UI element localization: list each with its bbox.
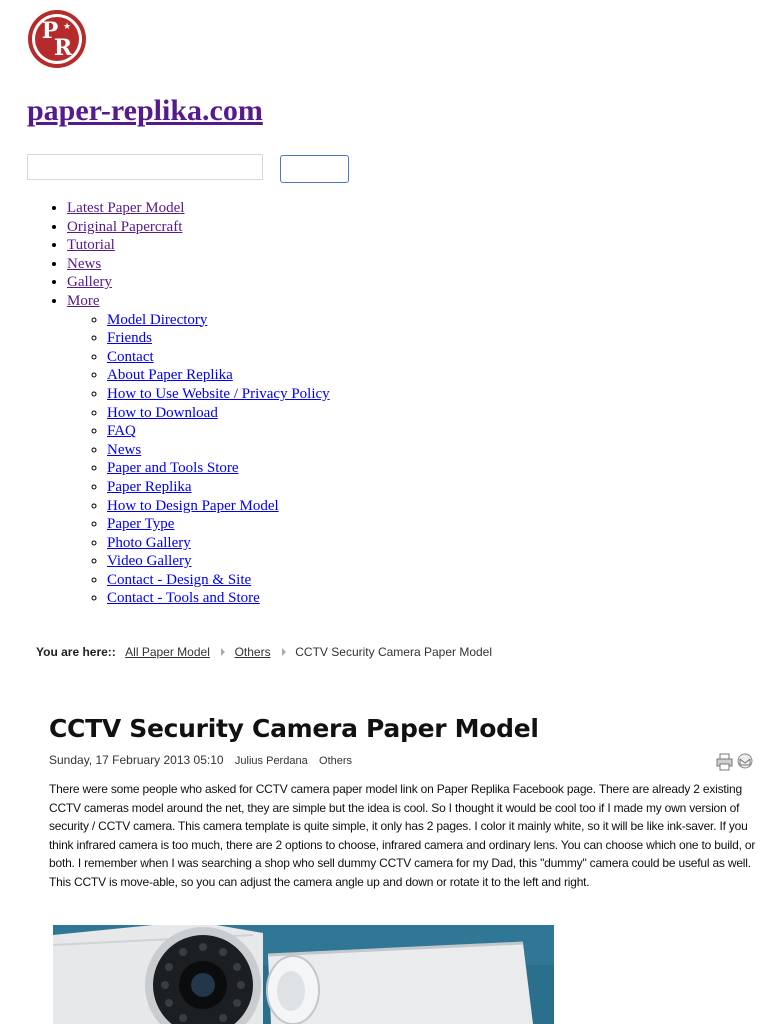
nav-link-more[interactable]: More — [67, 292, 100, 309]
article-date: Sunday, 17 February 2013 05:10 — [49, 753, 224, 767]
email-icon[interactable] — [738, 754, 752, 768]
submenu-link-design-paper-model[interactable]: How to Design Paper Model — [107, 497, 279, 514]
submenu-item — [107, 459, 330, 478]
submenu-link-how-to-download[interactable]: How to Download — [107, 404, 218, 421]
nav-item-news — [67, 255, 330, 274]
article-meta — [49, 753, 352, 767]
logo-letter-p: P — [41, 18, 59, 44]
nav-link-original-papercraft[interactable]: Original Papercraft — [67, 218, 183, 235]
site-title-link[interactable]: paper-replika.com — [27, 94, 263, 127]
nav-item-more — [67, 292, 330, 608]
submenu-item — [107, 552, 330, 571]
more-submenu — [67, 311, 330, 609]
submenu-item — [107, 534, 330, 553]
submenu-link-tools-store[interactable]: Paper and Tools Store — [107, 460, 239, 477]
submenu-link-paper-replika[interactable]: Paper Replika — [107, 478, 192, 495]
nav-item-gallery — [67, 273, 330, 292]
submenu-link-about[interactable]: About Paper Replika — [107, 367, 233, 384]
breadcrumb-link-others[interactable]: Others — [234, 645, 271, 659]
nav-link-gallery[interactable]: Gallery — [67, 274, 112, 291]
nav-item-original-papercraft — [67, 218, 330, 237]
submenu-link-paper-type[interactable]: Paper Type — [107, 516, 175, 533]
article-title: CCTV Security Camera Paper Model — [49, 714, 539, 743]
submenu-item — [107, 385, 330, 404]
breadcrumb-current: CCTV Security Camera Paper Model — [295, 645, 492, 659]
submenu-link-photo-gallery[interactable]: Photo Gallery — [107, 534, 191, 551]
search-input[interactable] — [27, 154, 263, 180]
breadcrumb — [36, 645, 492, 659]
submenu-item — [107, 311, 330, 330]
search-button[interactable] — [280, 155, 349, 183]
logo-letter-r: R — [53, 35, 73, 61]
submenu-item — [107, 515, 330, 534]
submenu-item — [107, 329, 330, 348]
submenu-link-contact-tools-store[interactable]: Contact - Tools and Store — [107, 590, 260, 607]
nav-link-news[interactable]: News — [67, 255, 102, 272]
submenu-link-contact[interactable]: Contact — [107, 348, 154, 365]
submenu-link-video-gallery[interactable]: Video Gallery — [107, 553, 192, 570]
article-category: Others — [319, 755, 353, 767]
submenu-link-faq[interactable]: FAQ — [107, 423, 136, 440]
submenu-link-friends[interactable]: Friends — [107, 330, 152, 347]
breadcrumb-separator-icon — [282, 648, 286, 656]
print-icon[interactable] — [717, 754, 732, 770]
submenu-item — [107, 589, 330, 608]
breadcrumb-link-all-paper-model[interactable]: All Paper Model — [125, 645, 210, 659]
article-body: There were some people who asked for CCTV camera paper model link on Paper Replika Facebook page. There are already 2 existing CCTV cameras model around the net, they are simple but the idea is cool. So I thought it would be cool too if I made my own version of security / CCTV camera. This camera template is quite simple, it only has 2 pages. I color it mainly white, so it will be like ink-saver. If you think infrared camera is too much, there are 2 options to choose, infrared camera and ordinary lens. You can choose which one to build, or both. I remember when I was searching a shop who sell dummy CCTV camera for my Dad, this "dummy" camera could be useful as well. This CCTV is move-able, so you can adjust the camera angle up and down or rotate it to the left and right. — [49, 782, 756, 889]
nav-item-latest-paper-model — [67, 199, 330, 218]
submenu-link-model-directory[interactable]: Model Directory — [107, 311, 208, 328]
cctv-camera-photo — [53, 925, 554, 1024]
article-author: Julius Perdana — [234, 755, 308, 767]
submenu-item — [107, 478, 330, 497]
submenu-item — [107, 366, 330, 385]
submenu-link-privacy-policy[interactable]: How to Use Website / Privacy Policy — [107, 385, 330, 402]
article-actions — [716, 753, 754, 771]
submenu-link-contact-design-site[interactable]: Contact - Design & Site — [107, 571, 252, 588]
main-nav — [27, 199, 330, 608]
breadcrumb-label: You are here:: — [36, 645, 116, 659]
nav-link-latest-paper-model[interactable]: Latest Paper Model — [67, 200, 185, 216]
breadcrumb-separator-icon — [221, 648, 225, 656]
submenu-item — [107, 497, 330, 516]
nav-item-tutorial — [67, 236, 330, 255]
submenu-item — [107, 422, 330, 441]
submenu-item — [107, 348, 330, 367]
submenu-item — [107, 404, 330, 423]
submenu-item — [107, 441, 330, 460]
logo-star-icon: ★ — [62, 22, 72, 32]
site-logo[interactable] — [27, 9, 87, 69]
submenu-link-news[interactable]: News — [107, 441, 142, 458]
nav-link-tutorial[interactable]: Tutorial — [67, 237, 115, 254]
submenu-item — [107, 571, 330, 590]
